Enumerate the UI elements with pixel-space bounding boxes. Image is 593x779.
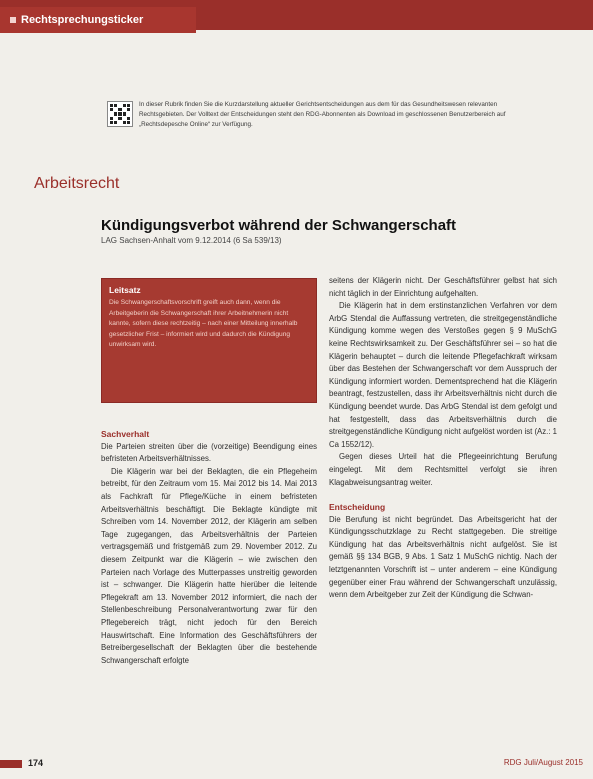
leitsatz-box bbox=[101, 278, 317, 403]
paragraph: Die Klägerin war bei der Beklagten, die ein Pflegeheim betreibt, für den Zeitraum vom 15. Mai 2012 bis 14. Mai 2013 als Fachkraft für Pflege/Küche in einem befristeten Arbeitsverhältnis beschäftigt. Die Beklagte kündigte mit Schreiben vom 14. November 2012, der Klägerin am selben Tage zugegangen, das Arbeitsverhältnis der Parteien vertragsgemäß und fristgemäß zum 29. November 2012. Zu diesem Zeitpunkt war die Klägerin – wie zwischen den Parteien nach Vorlage des Mutterpasses unstreitig geworden ist – schwanger. Die Klägerin hatte hierüber die leitende Pflegekraft am 13. November 2012 informiert, die nach der Stellenbeschreibung Personalverantwortung zwar für den Pflegebereich trägt, nicht jedoch für den Bereich Hauswirtschaft. Eine Information des Geschäftsführers der Betreibergesellschaft der Beklagten über die bestehende Schwangerschaft erfolgte bbox=[101, 466, 317, 665]
paragraph: seitens der Klägerin nicht. Der Geschäftsführer gelbst hat sich nicht täglich in der Einrichtung aufgehalten. bbox=[329, 276, 557, 298]
article-title: Kündigungsverbot während der Schwangerschaft bbox=[101, 217, 457, 234]
category-heading: Arbeitsrecht bbox=[34, 175, 120, 192]
paragraph: Die Berufung ist nicht begründet. Das Arbeitsgericht hat der Kündigungsschutzklage zu Recht stattgegeben. Die streitige Kündigung hat das Arbeitsverhältnis nicht aufgelöst. Sie ist gemäß §§ 134 BGB, 9 Abs. 1 Satz 1 MuSchG nichtig. Nach der letztgenannten Vorschrift ist – unter anderem – eine Kündigung gegenüber einer Frau während der Schwangerschaft unzulässig, wenn dem Arbeitgeber zur Zeit der Kündigung die Schwan- bbox=[329, 514, 557, 600]
sachverhalt-heading: Sachverhalt bbox=[101, 429, 150, 439]
paragraph: Die Klägerin hat in dem erstinstanzlichen Verfahren vor dem ArbG Stendal die Auffassung vertreten, die streitgegenständliche Kündigung komme wegen des Verstoßes gegen § 9 MuSchG keine Rechtswirksamkeit zu. Der Geschäftsführer sei – so hat die Klägerin behauptet – durch die leitende Pflegefachkraft wirksam über das Bestehen der Schwangerschaft vor dem Ausspruch der Kündigung informiert worden. Dementsprechend hat die Klägerin beantragt, festzustellen, dass ihr Arbeitsverhältnis nicht durch die Kündigung beendet wurde. Das ArbG Stendal ist dem gefolgt und hat festgestellt, dass das Arbeitsverhältnis durch die streitgegenständliche Kündigung nicht aufgelöst worden ist (Az.: 1 Ca 1552/12). bbox=[329, 301, 557, 449]
leitsatz-heading: Leitsatz bbox=[109, 285, 141, 295]
paragraph: Gegen dieses Urteil hat die Pflegeeinrichtung Berufung eingelegt. Mit dem Rechtsmittel verfolgt sie ihren Klagabweisungsantrag weiter. bbox=[329, 452, 557, 487]
paragraph: Die Parteien streiten über die (vorzeitige) Beendigung eines befristeten Arbeitsverhältnisses. bbox=[101, 441, 317, 464]
square-bullet-icon bbox=[10, 17, 16, 23]
section-tab bbox=[0, 7, 196, 33]
intro-text: In dieser Rubrik finden Sie die Kurzdarstellung aktueller Gerichtsentscheidungen aus dem für das Gesundheitswesen relevanten Rechtsgebieten. Der Volltext der Entscheidungen steht den RDG-Abonnenten als Download im geschlossenen Benutzerbereich auf „Rechtsdepesche Online“ zur Verfügung. bbox=[139, 101, 506, 128]
page-marker bbox=[0, 760, 22, 768]
right-column bbox=[329, 275, 557, 602]
journal-issue: RDG Juli/August 2015 bbox=[503, 758, 583, 767]
leitsatz-text: Die Schwangerschaftsvorschrift greift auch dann, wenn die Arbeitgeberin die Schwangerschaft ihrer Arbeitnehmerin nicht kannte, sofern diese rechtzeitig – nach einer Mitteilung innerhalb gesetzlicher Frist – informiert wird und dadurch die Kündigung unwirksam wird. bbox=[109, 299, 298, 348]
article-citation: LAG Sachsen-Anhalt vom 9.12.2014 (6 Sa 539/13) bbox=[101, 236, 282, 245]
intro bbox=[107, 100, 537, 130]
section-title: Rechtsprechungsticker bbox=[21, 14, 144, 26]
qr-code-icon bbox=[107, 101, 133, 127]
left-column bbox=[101, 428, 317, 667]
page-number: 174 bbox=[28, 758, 44, 768]
entscheidung-heading: Entscheidung bbox=[329, 502, 386, 513]
